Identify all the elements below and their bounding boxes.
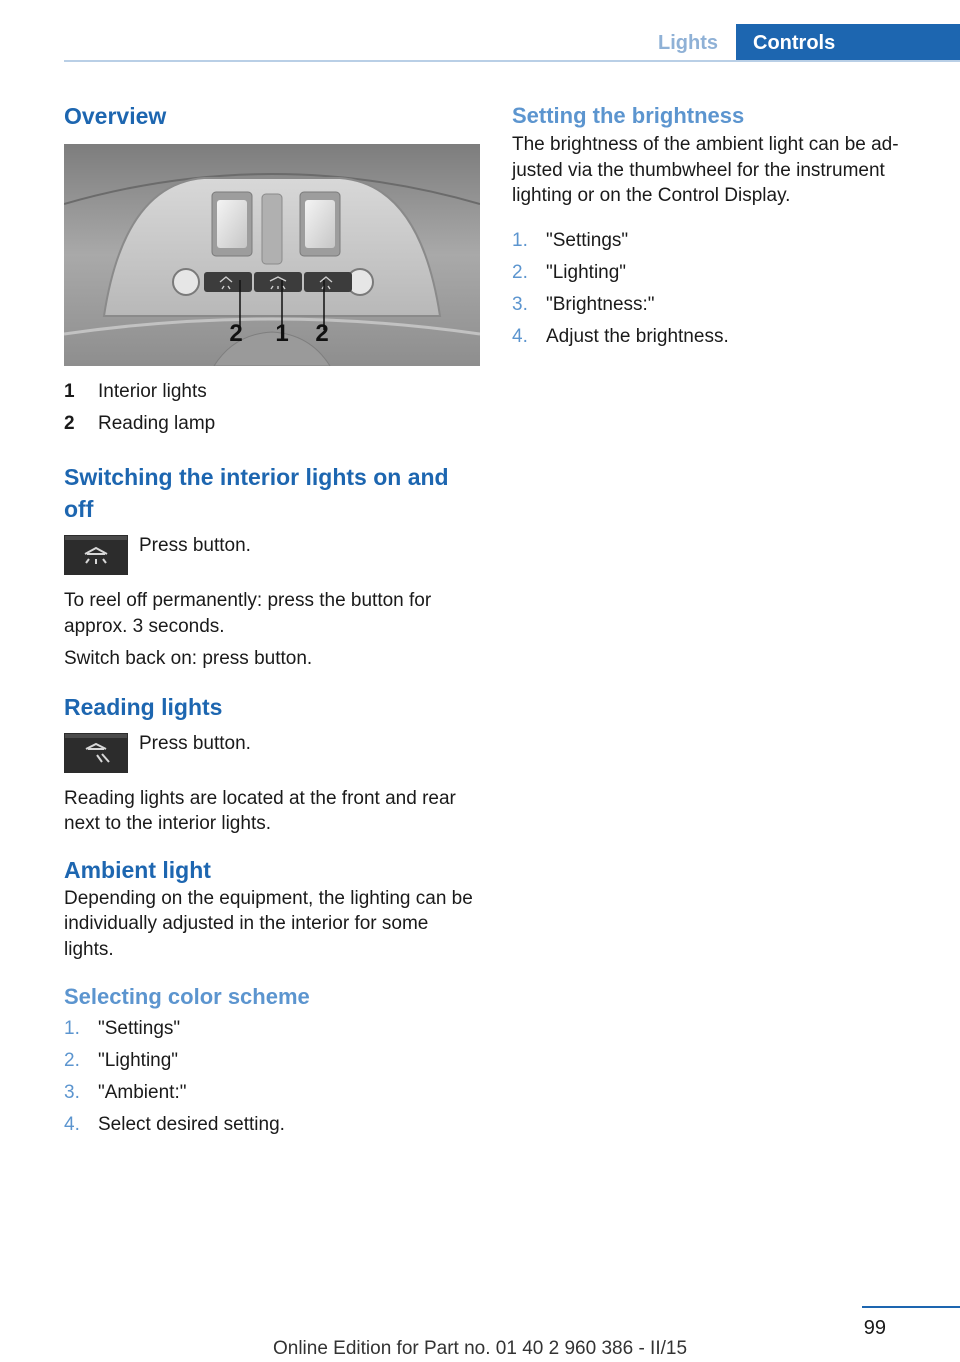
interior-light-button-icon (64, 535, 128, 575)
left-column (64, 100, 480, 1141)
figure-label-left-2: 2 (229, 320, 243, 347)
list-item (512, 289, 922, 321)
color-scheme-steps (64, 1013, 480, 1141)
step-text: "Ambient:" (98, 1082, 187, 1103)
interior-lights-heading: Switching the interior lights on and off (64, 464, 449, 522)
ambient-light-heading: Ambient light (64, 856, 211, 883)
step-text: Select desired setting. (98, 1114, 285, 1135)
legend-item (64, 408, 480, 440)
page-number: 99 (863, 1317, 886, 1339)
reading-light-button-icon (64, 733, 128, 773)
step-number: 3. (512, 293, 528, 315)
step-text: Adjust the brightness. (546, 325, 729, 347)
step-number: 1. (64, 1018, 80, 1039)
list-item (64, 1109, 480, 1141)
figure-label-1: 1 (275, 320, 289, 347)
step-text: "Settings" (98, 1018, 181, 1039)
interior-paragraph-2: Switch back on: press button. (64, 648, 313, 669)
figure-label-right-2: 2 (315, 320, 329, 347)
step-number: 2. (64, 1050, 80, 1071)
footer-rule (862, 1306, 960, 1308)
step-text: "Brightness:" (546, 293, 655, 315)
roof-console-photo (64, 144, 480, 366)
right-column (512, 100, 922, 353)
header-rule (64, 60, 960, 62)
interior-press-text: Press button. (139, 535, 251, 556)
header-tab-controls[interactable]: Controls (736, 24, 960, 62)
legend-text: Reading lamp (98, 413, 216, 434)
step-number: 4. (512, 325, 528, 347)
legend-item (64, 376, 480, 408)
legend-text: Interior lights (98, 381, 207, 402)
reading-button-row (64, 733, 480, 773)
reading-paragraph-1: Reading lights are located at the front and rear next to the interior lights. (64, 787, 456, 834)
step-number: 4. (64, 1114, 80, 1135)
list-item (512, 257, 922, 289)
figure-legend (64, 376, 480, 440)
step-number: 3. (64, 1082, 80, 1103)
step-text: "Lighting" (98, 1050, 179, 1071)
interior-paragraph-1: To reel off permanently: press the button for approx. 3 seconds. (64, 590, 432, 637)
ambient-paragraph-1: Depending on the equipment, the lighting can be individually adjusted in the interior for some lights. (64, 887, 473, 960)
overview-heading: Overview (64, 103, 167, 129)
legend-number: 1 (64, 381, 75, 402)
step-text: "Settings" (546, 229, 629, 251)
list-item (64, 1077, 480, 1109)
brightness-paragraph: The brightness of the ambient light can be ad‐justed via the thumbwheel for the instrument lighting or on the Control Display. (512, 134, 899, 206)
brightness-heading: Setting the brightness (512, 103, 745, 128)
header-tab-lights[interactable]: Lights (658, 31, 718, 54)
edition-footer: Online Edition for Part no. 01 40 2 960 386 - II/15 (272, 1338, 688, 1359)
list-item (64, 1045, 480, 1077)
step-text: "Lighting" (546, 261, 627, 283)
step-number: 2. (512, 261, 528, 283)
color-scheme-heading: Selecting color scheme (64, 984, 310, 1009)
list-item (512, 225, 922, 257)
list-item (512, 321, 922, 353)
reading-lights-heading: Reading lights (64, 693, 223, 720)
brightness-steps (512, 225, 922, 353)
list-item (64, 1013, 480, 1045)
legend-number: 2 (64, 413, 75, 434)
reading-press-text: Press button. (139, 732, 251, 754)
interior-button-row (64, 535, 480, 575)
step-number: 1. (512, 229, 528, 251)
